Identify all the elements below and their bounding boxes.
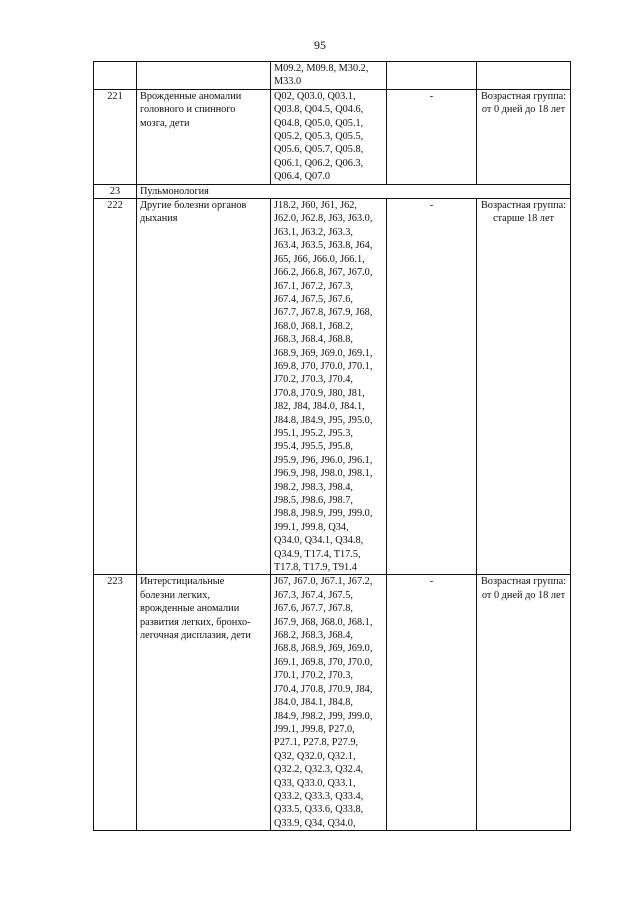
tariff-table: [93, 61, 571, 831]
text-line: Q06.4, Q07.0: [274, 171, 331, 183]
text-line: M33.0: [274, 76, 302, 88]
text-line: J95.1, J95.2, J95.3,: [274, 427, 353, 439]
text-line: J70.1, J70.2, J70.3,: [274, 670, 353, 682]
text-line: дыхания: [140, 213, 178, 225]
text-line: Возрастная группа:: [480, 90, 567, 102]
table-body: [94, 62, 571, 831]
text-line: J70.8, J70.9, J80, J81,: [274, 387, 365, 399]
text-line: болезни легких,: [140, 589, 210, 601]
row-number-cell: [94, 62, 137, 90]
text-line: 222: [107, 200, 123, 212]
text-line: J70.4, J70.8, J70.9, J84,: [274, 683, 373, 695]
text-line: J67, J67.0, J67.1, J67.2,: [274, 576, 373, 588]
text-line: Q04.8, Q05.0, Q05.1,: [274, 117, 364, 129]
text-line: J98.2, J98.3, J98.4,: [274, 481, 353, 493]
text-line: J69.8, J70, J70.0, J70.1,: [274, 360, 373, 372]
text-line: J69.1, J69.8, J70, J70.0,: [274, 656, 373, 668]
text-line: Q32.2, Q32.3, Q32.4,: [274, 764, 364, 776]
icd-codes-cell: [271, 199, 387, 575]
text-line: Возрастная группа:: [480, 200, 567, 212]
text-line: от 0 дней до 18 лет: [481, 104, 566, 116]
disease-group-cell: [137, 62, 271, 90]
text-line: J68.9, J69, J69.0, J69.1,: [274, 347, 373, 359]
text-line: M09.2, M09.8, M30.2,: [274, 63, 369, 74]
text-line: Возрастная группа:: [480, 576, 567, 588]
text-line: Q33.9, Q34, Q34.0,: [274, 817, 356, 829]
text-line: J67.6, J67.7, J67.8,: [274, 603, 353, 615]
text-line: мозга, дети: [140, 117, 190, 129]
text-line: 221: [107, 90, 123, 102]
row-number-cell: [94, 575, 137, 831]
text-line: T17.8, T17.9, T91.4: [274, 562, 357, 574]
age-group-cell: [477, 62, 571, 90]
text-line: J95.4, J95.5, J95.8,: [274, 441, 353, 453]
text-line: J65, J66, J66.0, J66.1,: [274, 253, 365, 265]
text-line: J62.0, J62.8, J63, J63.0,: [274, 213, 373, 225]
text-line: Q33.5, Q33.6, Q33.8,: [274, 804, 364, 816]
text-line: Q06.1, Q06.2, Q06.3,: [274, 157, 364, 169]
text-line: Q32, Q32.0, Q32.1,: [274, 750, 356, 762]
table-row: [94, 575, 571, 831]
text-line: Q03.8, Q04.5, Q04.6,: [274, 104, 364, 116]
text-line: -: [429, 90, 434, 102]
disease-group-cell: [137, 575, 271, 831]
text-line: J99.1, J99.8, Q34,: [274, 521, 349, 533]
text-line: J68.8, J68.9, J69, J69.0,: [274, 643, 373, 655]
text-line: J84.9, J98.2, J99, J99.0,: [274, 710, 373, 722]
text-line: развития легких, бронхо-: [140, 616, 251, 628]
text-line: J70.2, J70.3, J70.4,: [274, 374, 353, 386]
disease-group-cell: [137, 199, 271, 575]
text-line: J67.1, J67.2, J67.3,: [274, 280, 353, 292]
text-line: J82, J84, J84.0, J84.1,: [274, 401, 365, 413]
text-line: J67.3, J67.4, J67.5,: [274, 589, 353, 601]
text-line: старше 18 лет: [492, 213, 555, 225]
text-line: J68.2, J68.3, J68.4,: [274, 630, 353, 642]
text-line: легочная дисплазия, дети: [140, 630, 251, 642]
additional-criteria-cell: [387, 575, 477, 831]
icd-codes-cell: [271, 62, 387, 90]
table-row: [94, 199, 571, 575]
text-line: 23: [109, 185, 121, 197]
text-line: J18.2, J60, J61, J62,: [274, 200, 357, 212]
text-line: J84.0, J84.1, J84.8,: [274, 697, 353, 709]
text-line: Q34.9, T17.4, T17.5,: [274, 548, 361, 560]
age-group-cell: [477, 575, 571, 831]
text-line: J98.8, J98.9, J99, J99.0,: [274, 508, 373, 520]
table-row: [94, 184, 571, 198]
section-title-cell: [137, 184, 571, 198]
row-number-cell: [94, 89, 137, 184]
text-line: Q33, Q33.0, Q33.1,: [274, 777, 356, 789]
text-line: J99.1, J99.8, P27.0,: [274, 723, 355, 735]
text-line: Q02, Q03.0, Q03.1,: [274, 90, 356, 102]
icd-codes-cell: [271, 89, 387, 184]
disease-group-cell: [137, 89, 271, 184]
age-group-cell: [477, 199, 571, 575]
text-line: Q05.2, Q05.3, Q05.5,: [274, 131, 364, 143]
age-group-cell: [477, 89, 571, 184]
icd-codes-cell: [271, 575, 387, 831]
text-line: Q05.6, Q05.7, Q05.8,: [274, 144, 364, 156]
row-number-cell: [94, 199, 137, 575]
text-line: от 0 дней до 18 лет: [481, 589, 566, 601]
text-line: J67.4, J67.5, J67.6,: [274, 293, 353, 305]
text-line: J68.3, J68.4, J68.8,: [274, 334, 353, 346]
text-line: Пульмонология: [140, 185, 209, 197]
additional-criteria-cell: [387, 89, 477, 184]
text-line: P27.1, P27.8, P27.9,: [274, 737, 359, 749]
text-line: J68.0, J68.1, J68.2,: [274, 320, 353, 332]
additional-criteria-cell: [387, 199, 477, 575]
text-line: J63.1, J63.2, J63.3,: [274, 226, 353, 238]
text-line: головного и спинного: [140, 104, 236, 116]
text-line: J67.9, J68, J68.0, J68.1,: [274, 616, 373, 628]
text-line: J67.7, J67.8, J67.9, J68,: [274, 307, 373, 319]
text-line: J98.5, J98.6, J98.7,: [274, 495, 353, 506]
text-line: врожденные аномалии: [140, 603, 240, 615]
text-line: J84.8, J84.9, J95, J95.0,: [274, 414, 373, 426]
text-line: J95.9, J96, J96.0, J96.1,: [274, 454, 373, 466]
text-line: -: [429, 576, 434, 588]
text-line: Другие болезни органов: [140, 200, 247, 212]
text-line: 223: [107, 576, 123, 588]
text-line: J66.2, J66.8, J67, J67.0,: [274, 267, 373, 279]
text-line: Интерстициальные: [140, 576, 225, 588]
text-line: J96.9, J98, J98.0, J98.1,: [274, 468, 373, 480]
additional-criteria-cell: [387, 62, 477, 90]
table-row: [94, 89, 571, 184]
text-line: J63.4, J63.5, J63.8, J64,: [274, 240, 373, 252]
page-number: 95: [314, 38, 326, 52]
section-number-cell: [94, 184, 137, 198]
text-line: -: [429, 200, 434, 212]
text-line: Q33.2, Q33.3, Q33.4,: [274, 790, 364, 802]
table-row: [94, 62, 571, 90]
text-line: Врожденные аномалии: [140, 90, 242, 102]
text-line: Q34.0, Q34.1, Q34.8,: [274, 535, 364, 547]
